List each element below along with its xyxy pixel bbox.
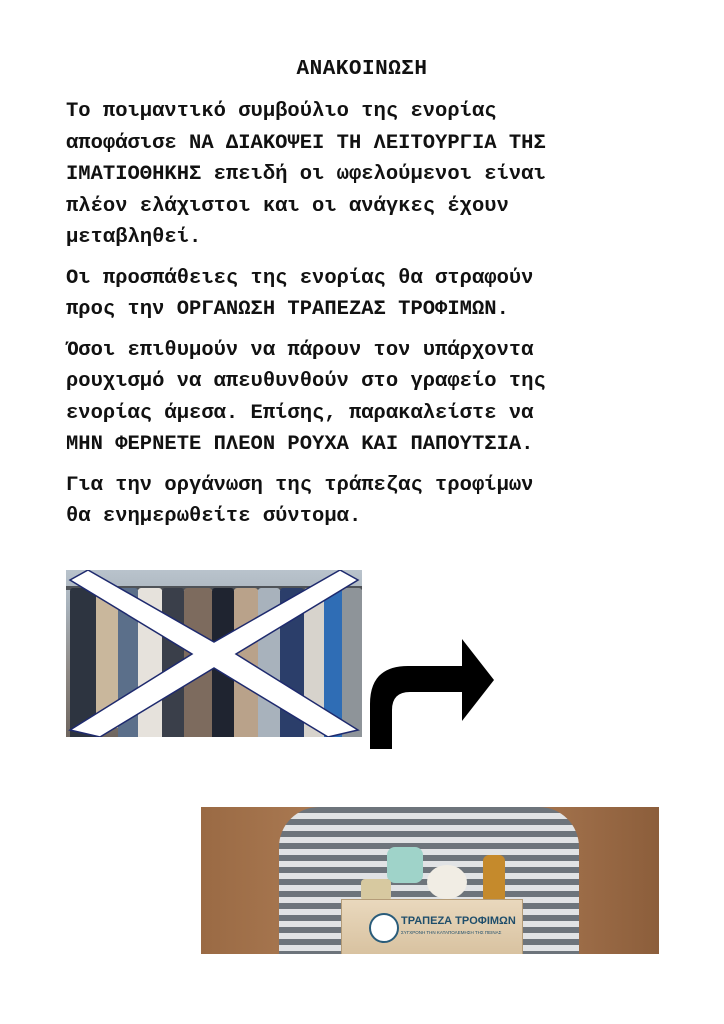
food-bank-image: [201, 807, 659, 954]
jar: [387, 847, 423, 883]
cross-out-icon: [66, 570, 362, 737]
turn-right-arrow-icon: [366, 636, 496, 752]
paragraph-updates: Για την οργάνωση της τράπεζας τροφίμων θα ενημερωθείτε σύντομα.: [66, 473, 534, 528]
arrow-shape: [370, 639, 494, 749]
paragraph-collect-clothes: Όσοι επιθυμούν να πάρουν τον υπάρχοντα ρουχισμό να απευθυνθούν στο γραφείο της ενορίας άμεσα. Επίσης, παρακαλείστε να ΜΗΝ ΦΕΡΝΕΤΕ ΠΛΕΟΝ ΡΟΥΧΑ ΚΑΙ ΠΑΠΟΥΤΣΙΑ.: [66, 338, 546, 456]
food-box-sublabel: ΣΥΓΧΡΟΝΗ ΤΗΝ ΚΑΤΑΠΟΛΕΜΗΣΗ ΤΗΣ ΠΕΙΝΑΣ: [401, 930, 502, 935]
paragraph-food-bank: Οι προσπάθειες της ενορίας θα στραφούν προς την ΟΡΓΑΝΩΣΗ ΤΡΑΠΕΖΑΣ ΤΡΟΦΙΜΩΝ.: [66, 266, 534, 321]
food-box-label: ΤΡΑΠΕΖΑ ΤΡΟΦΙΜΩΝ: [401, 915, 516, 927]
cross-shape: [70, 570, 358, 737]
pasta-pack: [361, 879, 391, 901]
crossed-out-clothes-image: [66, 570, 362, 737]
can: [427, 865, 467, 899]
paragraph-closure: Το ποιμαντικό συμβούλιο της ενορίας αποφάσισε ΝΑ ΔΙΑΚΟΨΕΙ ΤΗ ΛΕΙΤΟΥΡΓΙΑ ΤΗΣ ΙΜΑΤΙΟΘΗΚΗΣ επειδή οι ωφελούμενοι είναι πλέον ελάχιστοι και οι ανάγκες έχουν μεταβληθεί.: [66, 100, 546, 249]
bottle: [483, 855, 505, 901]
food-bank-logo-icon: [369, 913, 399, 943]
announcement-body: [66, 96, 666, 542]
announcement-title: ΑΝΑΚΟΙΝΩΣΗ: [296, 58, 428, 81]
